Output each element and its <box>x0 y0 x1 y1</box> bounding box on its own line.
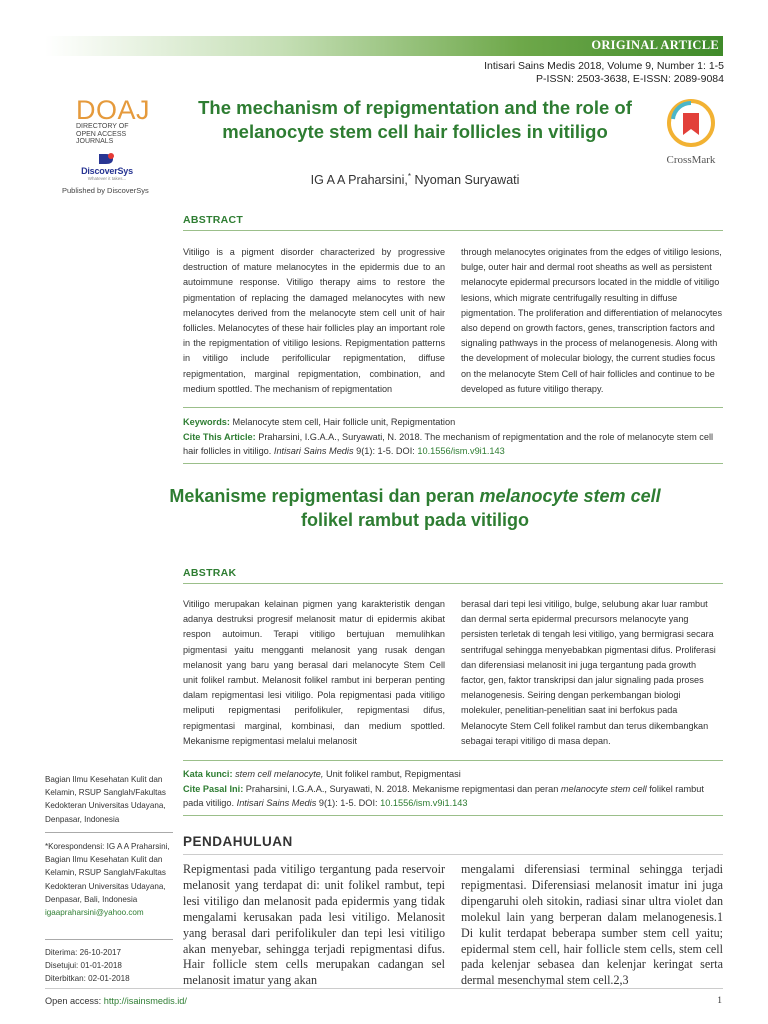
cite-pasal-label: Cite Pasal Ini: <box>183 783 244 794</box>
title-line-1: The mechanism of repigmentation and the role of <box>198 97 632 118</box>
introduction-heading: PENDAHULUAN <box>183 834 293 849</box>
page-number: 1 <box>717 996 722 1006</box>
indonesian-title <box>150 484 680 532</box>
kata-kunci-block <box>183 767 723 811</box>
introduction-rule <box>183 854 723 855</box>
introduction-left-column: Repigmentasi pada vitiligo tergantung pada reservoir melanosit yang terdapat di: unit folikel rambut, tepi lesi vitiligo dan melanosit pada epidermis yang tidak mengalami kerusakan pada lesi vitiligo. Melanosit yang berasal dari perifolikuler dan tepi lesi vitiligo akan menyebar, sehingga terjadi repigmentasi difus. Hair follicle stem cells merupakan cadangan sel melanosit imatur yang akan <box>183 862 445 988</box>
abstract-heading: ABSTRACT <box>183 214 244 226</box>
doi-link-id[interactable]: 10.1556/ism.v9i1.143 <box>380 798 468 808</box>
cite-pasal-journal: Intisari Sains Medis <box>236 798 317 808</box>
abstract-left-column: Vitiligo is a pigment disorder characterized by progressive destruction of mature melanocytes in the epidermis due to an autoimmune response. Vitiligo therapy aims to restore the pigmentation of replacing the damaged melanocytes with new melanocytes derived from the melanocyte stem cell unit of hair follicles. Melanocytes of these hair follicles play an important role in the repigmentation of vitiligo lesions. Repigmentation patterns in vitiligo include perifollicular repigmentation, diffuse repigmentation, marginal repigmentation, combination, and medium spottled. The mechanism of repigmentation <box>183 247 445 394</box>
kata-kunci-rule <box>183 760 723 761</box>
doaj-wordmark: DOAJ <box>76 95 151 125</box>
correspondence-text: *Korespondensi: IG A A Praharsini, Bagian Ilmu Kesehatan Kulit dan Kelamin, RSUP Sanglah/Fakultas Kedokteran Universitas Udayana, Denpasar, Bali, Indonesia <box>45 842 170 904</box>
author-1-marker: * <box>407 172 412 181</box>
discoversys-name: DiscoverSys <box>81 166 133 176</box>
cite-label: Cite This Article: <box>183 431 256 442</box>
cite-pasal-text-2: folikel rambut pada vitiligo. <box>183 783 704 808</box>
cite-journal: Intisari Sains Medis <box>273 446 354 456</box>
cite-pasal-text: Praharsini, I.G.A.A., Suryawati, N. 2018. Mekanisme repigmentasi dan peran <box>243 783 561 794</box>
published-by: Published by DiscoverSys <box>62 186 149 195</box>
crossmark-label: CrossMark <box>666 154 716 166</box>
author-1: IG A A Praharsini, <box>310 173 408 188</box>
discoversys-logo <box>71 152 143 181</box>
indonesian-title-part-1: Mekanisme repigmentasi dan peran <box>169 486 480 506</box>
cite-pasal-volume: 9(1): 1-5. DOI: <box>316 798 381 808</box>
doaj-line-2: OPEN ACCESS <box>76 130 127 138</box>
abstrak-heading: ABSTRAK <box>183 567 237 579</box>
cite-text: Praharsini, I.G.A.A., Suryawati, N. 2018. The mechanism of repigmentation and the role of melanocyte stem cell hair follicles in vitiligo. <box>183 431 714 456</box>
indonesian-title-line-2: folikel rambut pada vitiligo <box>300 510 530 530</box>
introduction-right-column: mengalami diferensiasi terminal sehingga terjadi repigmentasi. Diferensiasi melanosit imatur ini juga dipengaruhi oleh sitokin, radiasi sinar ultra violet dan molekul lain yang berperan dalam melanogenesis.1 Di kulit terdapat beberapa sumber stem cell yaitu; epidermal stem cell, hair follicle stem cells, stem cell pada kelenjar sebasea dan kelenjar keringat serta dermal mesenchymal stem cell.2,3 <box>461 862 723 988</box>
keywords-rule <box>183 407 723 408</box>
footer-rule <box>45 988 723 989</box>
cite-pasal-italic: melanocyte stem cell <box>560 783 647 794</box>
affiliation: Bagian Ilmu Kesehatan Kulit dan Kelamin, RSUP Sanglah/Fakultas Kedokteran Universitas Udayana, Denpasar, Indonesia <box>45 775 166 824</box>
journal-url-link[interactable]: http://isainsmedis.id/ <box>103 996 187 1006</box>
abstract-rule <box>183 230 723 231</box>
doaj-line-1: DIRECTORY OF <box>76 123 129 130</box>
keywords-block <box>183 415 723 459</box>
discoversys-tagline: Whatever it takes... <box>87 176 127 181</box>
issn-line: P-ISSN: 2503-3638, E-ISSN: 2089-9084 <box>536 73 724 85</box>
article-type-label: ORIGINAL ARTICLE <box>591 38 719 52</box>
accepted-date: Disetujui: 01-01-2018 <box>45 961 122 971</box>
title-line-2: melanocyte stem cell hair follicles in vitiligo <box>222 121 608 142</box>
sidebar-rule-2 <box>45 939 173 940</box>
open-access-label: Open access: <box>45 996 104 1006</box>
indonesian-title-italic: melanocyte stem cell <box>479 486 661 506</box>
open-access-footer <box>45 996 187 1006</box>
cite-pasal-rule <box>183 815 723 816</box>
article-dates <box>45 946 173 986</box>
abstrak-rule <box>183 583 723 584</box>
received-date: Diterima: 26-10-2017 <box>45 948 122 957</box>
sidebar-rule-1 <box>45 832 173 833</box>
doaj-logo <box>76 95 151 146</box>
abstrak-right-column: berasal dari tepi lesi vitiligo, bulge, selubung akar luar rambut dan dermal serta epidermal precursors melanocyte yang persisten terletak di tengah lesi vitiligo, yang bermigrasi secara sentrifugal sehingga menyebabkan pigmentasi difus. Proliferasi dan diferensiasi melanosit ini juga tergantung pada growth factor, gen, faktor transkripsi dan jalur signaling pada proses melanogenesis. Seiring dengan perkembangan biologi molekuler, penelitian-penelitian saat ini berfokus pada Melanocyte Stem Cell folikel rambut dan terus dikembangkan sebagai terapi vitiligo di masa depan. <box>461 599 716 746</box>
abstrak-left-column: Vitiligo merupakan kelainan pigmen yang karakteristik dengan adanya destruksi progresif melanosit matur di epidermis akibat respon autoimun. Terapi vitiligo bertujuan memulihkan pigmentasi yaitu mengganti melanosit yang rusak dengan melanosit yang baru yang berasal dari melanocyte Stem Cell unit folikel rambut. Melanosit folikel rambut ini berperan penting dalam repigmentasi lesi vitiligo. Pola repigmentasi pada vitiligo meliputi repigmentasi perifolikuler, repigmentasi difus, repigmentasi marginal, kombinasi, dan medium spottled. Mekanisme repigmentasi melalui melanosit <box>183 599 445 746</box>
cite-volume: 9(1): 1-5. DOI: <box>353 446 418 456</box>
discoversys-mark-icon <box>96 152 118 166</box>
kata-kunci-label: Kata kunci: <box>183 769 233 779</box>
author-2: Nyoman Suryawati <box>411 173 520 188</box>
article-title <box>150 96 680 144</box>
published-date: Diterbitkan: 02-01-2018 <box>45 974 130 984</box>
abstract-right-column: through melanocytes originates from the edges of vitiligo lesions, bulge, outer hair and dermal root sheaths as well as persistent melanocyte epidermal precursors located in the middle of vitiligo lesions, which migrate centrifugally resulting in diffuse pigmentation. The proliferation and differentiation of melanocytes also depend on growth factors, genes, transcription factors and signaling pathways in the process of melanogenesis. Along with the development of molecular biology, the current studies focus on the melanocyte Stem Cell of hair follicles and continue to be developed as future vitiligo therapy. <box>461 247 723 394</box>
author-list <box>150 172 680 187</box>
journal-info <box>484 60 724 86</box>
correspondence <box>45 840 173 919</box>
kata-kunci-italic: stem cell melanocyte, <box>232 769 324 779</box>
keywords-text: Melanocyte stem cell, Hair follicle unit, Repigmentation <box>229 417 456 427</box>
doaj-line-3: JOURNALS <box>76 138 114 145</box>
kata-kunci-text: Unit folikel rambut, Repigmentasi <box>323 769 461 779</box>
journal-citation-line: Intisari Sains Medis 2018, Volume 9, Number 1: 1-5 <box>484 60 724 72</box>
article-type-banner <box>45 36 723 56</box>
cite-rule <box>183 463 723 464</box>
correspondence-email[interactable]: igaapraharsini@yahoo.com <box>45 908 144 918</box>
keywords-label: Keywords: <box>183 417 230 427</box>
doi-link[interactable]: 10.1556/ism.v9i1.143 <box>417 446 505 456</box>
